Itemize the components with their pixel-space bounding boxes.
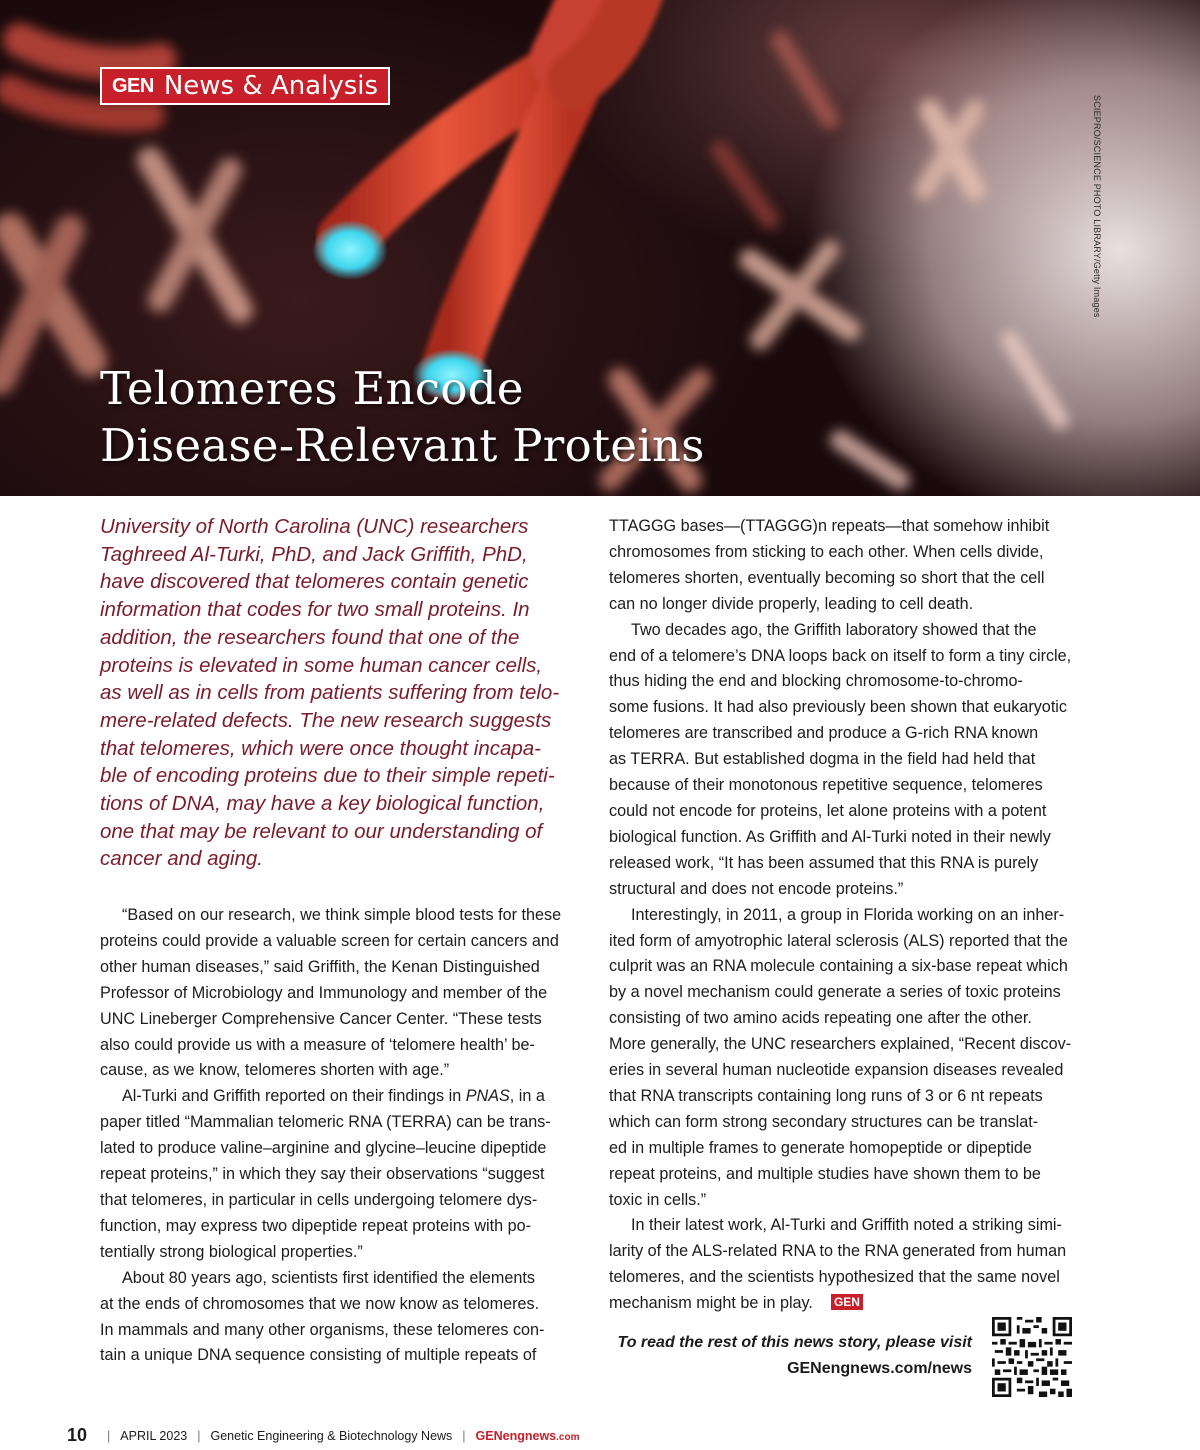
read-more-text: To read the rest of this news story, please visit bbox=[617, 1334, 972, 1351]
body-line: larity of the ALS-related RNA to the RNA generated from human bbox=[609, 1242, 1067, 1261]
body-line: consisting of two amino acids repeating one after the other. bbox=[609, 1009, 1032, 1028]
read-more-link[interactable]: GENengnews.com/news bbox=[787, 1360, 972, 1377]
body-line: toxic in cells.” bbox=[609, 1190, 707, 1209]
page-number: 10 bbox=[67, 1425, 88, 1445]
body-line: that telomeres, in particular in cells undergoing telomere dys- bbox=[100, 1190, 538, 1209]
body-line: Interestingly, in 2011, a group in Florida working on an inher- bbox=[631, 905, 1065, 924]
footer-divider: | bbox=[197, 1428, 201, 1443]
body-line: telomeres, and the scientists hypothesized that the same novel bbox=[609, 1268, 1060, 1287]
body-line: lated to produce valine–arginine and glycine–leucine dipeptide bbox=[100, 1139, 547, 1158]
body-line: function, may express two dipeptide repeat proteins with po- bbox=[100, 1216, 532, 1235]
body-line: In their latest work, Al-Turki and Griffith noted a striking simi- bbox=[631, 1216, 1062, 1235]
deck-line: mere-related defects. The new research suggests bbox=[100, 708, 552, 732]
body-line: cause, as we know, telomeres shorten with age.” bbox=[100, 1061, 450, 1080]
hero-image bbox=[0, 0, 1200, 496]
body-line: by a novel mechanism could generate a series of toxic proteins bbox=[609, 983, 1061, 1002]
body-line: repeat proteins,” in which they say their observations “suggest bbox=[100, 1165, 545, 1184]
section-label: News & Analysis bbox=[163, 71, 379, 101]
body-line: Two decades ago, the Griffith laboratory showed that the bbox=[631, 620, 1037, 639]
body-column-right bbox=[609, 514, 1084, 1317]
body-line: telomeres are transcribed and produce a G-rich RNA known bbox=[609, 724, 1039, 743]
deck-line: have discovered that telomeres contain genetic bbox=[100, 570, 529, 594]
page-footer bbox=[67, 1425, 579, 1446]
gen-end-mark-icon: GEN bbox=[831, 1294, 863, 1310]
deck-line: as well as in cells from patients suffering from telo- bbox=[100, 681, 560, 705]
footer-divider: | bbox=[462, 1428, 466, 1443]
deck-line: Taghreed Al-Turki, PhD, and Jack Griffith, PhD, bbox=[100, 542, 528, 566]
deck-line: information that codes for two small proteins. In bbox=[100, 598, 530, 622]
body-line: also could provide us with a measure of ‘telomere health’ be- bbox=[100, 1035, 535, 1054]
article-deck bbox=[100, 513, 570, 873]
body-line: mechanism might be in play. GEN bbox=[609, 1291, 1084, 1317]
body-line: because of their monotonous repetitive sequence, telomeres bbox=[609, 776, 1043, 795]
body-line: ited form of amyotrophic lateral sclerosis (ALS) reported that the bbox=[609, 931, 1068, 950]
body-line: biological function. As Griffith and Al-Turki noted in their newly bbox=[609, 827, 1051, 846]
body-line: some fusions. It had also previously been shown that eukaryotic bbox=[609, 698, 1068, 717]
body-line: tain a unique DNA sequence consisting of multiple repeats of bbox=[100, 1346, 537, 1365]
body-line: tentially strong biological properties.” bbox=[100, 1242, 363, 1261]
body-line: paper titled “Mammalian telomeric RNA (TERRA) can be trans- bbox=[100, 1113, 551, 1132]
body-line: structural and does not encode proteins.” bbox=[609, 879, 904, 898]
deck-line: tions of DNA, may have a key biological function, bbox=[100, 792, 545, 816]
body-line: Al-Turki and Griffith reported on their findings in PNAS, in a bbox=[122, 1087, 545, 1106]
body-line: other human diseases,” said Griffith, the Kenan Distinguished bbox=[100, 957, 540, 976]
site-link[interactable]: GENengnews.com bbox=[475, 1428, 580, 1443]
body-line: could not encode for proteins, let alone proteins with a potent bbox=[609, 801, 1047, 820]
body-line: as TERRA. But established dogma in the field had held that bbox=[609, 750, 1036, 769]
publication-name: Genetic Engineering & Biotechnology News bbox=[210, 1428, 453, 1443]
journal-name: PNAS bbox=[465, 1087, 510, 1106]
body-line: released work, “It has been assumed that this RNA is purely bbox=[609, 853, 1039, 872]
body-line: ed in multiple frames to generate homopeptide or dipeptide bbox=[609, 1138, 1032, 1157]
body-line: at the ends of chromosomes that we now know as telomeres. bbox=[100, 1294, 540, 1313]
deck-line: University of North Carolina (UNC) researchers bbox=[100, 515, 529, 538]
telomere-tip-upper bbox=[312, 220, 388, 280]
article-headline bbox=[100, 360, 705, 474]
deck-line: that telomeres, which were once thought incapa- bbox=[100, 736, 542, 760]
body-column-left bbox=[100, 903, 575, 1369]
body-line: chromosomes from sticking to each other. When cells divide, bbox=[609, 542, 1044, 561]
deck-line: ble of encoding proteins due to their simple repeti- bbox=[100, 764, 555, 788]
body-line: “Based on our research, we think simple blood tests for these bbox=[122, 906, 562, 924]
body-line: proteins could provide a valuable screen for certain cancers and bbox=[100, 931, 559, 950]
headline-line-2: Disease-Relevant Proteins bbox=[100, 419, 705, 472]
body-line: culprit was an RNA molecule containing a six-base repeat which bbox=[609, 957, 1068, 976]
body-line: thus hiding the end and blocking chromosome-to-chromo- bbox=[609, 672, 1023, 691]
deck-line: cancer and aging. bbox=[100, 847, 263, 871]
qr-code-icon[interactable] bbox=[992, 1317, 1072, 1397]
body-line: More generally, the UNC researchers explained, “Recent discov- bbox=[609, 1035, 1072, 1054]
footer-divider: | bbox=[107, 1428, 111, 1443]
body-line: TTAGGG bases—(TTAGGG)n repeats—that somehow inhibit bbox=[609, 517, 1050, 535]
body-line: About 80 years ago, scientists first identified the elements bbox=[122, 1268, 536, 1287]
body-line: UNC Lineberger Comprehensive Cancer Center. “These tests bbox=[100, 1009, 542, 1028]
section-kicker bbox=[100, 67, 390, 105]
deck-line: one that may be relevant to our understanding of bbox=[100, 819, 543, 843]
body-line: that RNA transcripts containing long runs of 3 or 6 nt repeats bbox=[609, 1086, 1043, 1105]
body-line: In mammals and many other organisms, these telomeres con- bbox=[100, 1320, 545, 1339]
deck-line: addition, the researchers found that one of the bbox=[100, 625, 520, 649]
photo-credit: SCIEPRO/SCIENCE PHOTO LIBRARY/Getty Images bbox=[1092, 95, 1102, 318]
issue-date: APRIL 2023 bbox=[120, 1428, 188, 1443]
body-line: which can form strong secondary structures can be translat- bbox=[609, 1112, 1039, 1131]
body-line: eries in several human nucleotide expansion diseases revealed bbox=[609, 1061, 1064, 1080]
headline-line-1: Telomeres Encode bbox=[100, 362, 524, 415]
body-line: repeat proteins, and multiple studies have shown them to be bbox=[609, 1164, 1041, 1183]
body-line: telomeres shorten, eventually becoming so short that the cell bbox=[609, 568, 1045, 587]
read-more-callout[interactable] bbox=[618, 1330, 972, 1382]
gen-logo-icon: GEN bbox=[112, 74, 154, 97]
body-line: end of a telomere’s DNA loops back on itself to form a tiny circle, bbox=[609, 646, 1072, 665]
body-line: Professor of Microbiology and Immunology and member of the bbox=[100, 983, 548, 1002]
deck-line: proteins is elevated in some human cancer cells, bbox=[100, 653, 543, 677]
body-line: can no longer divide properly, leading to cell death. bbox=[609, 594, 974, 613]
